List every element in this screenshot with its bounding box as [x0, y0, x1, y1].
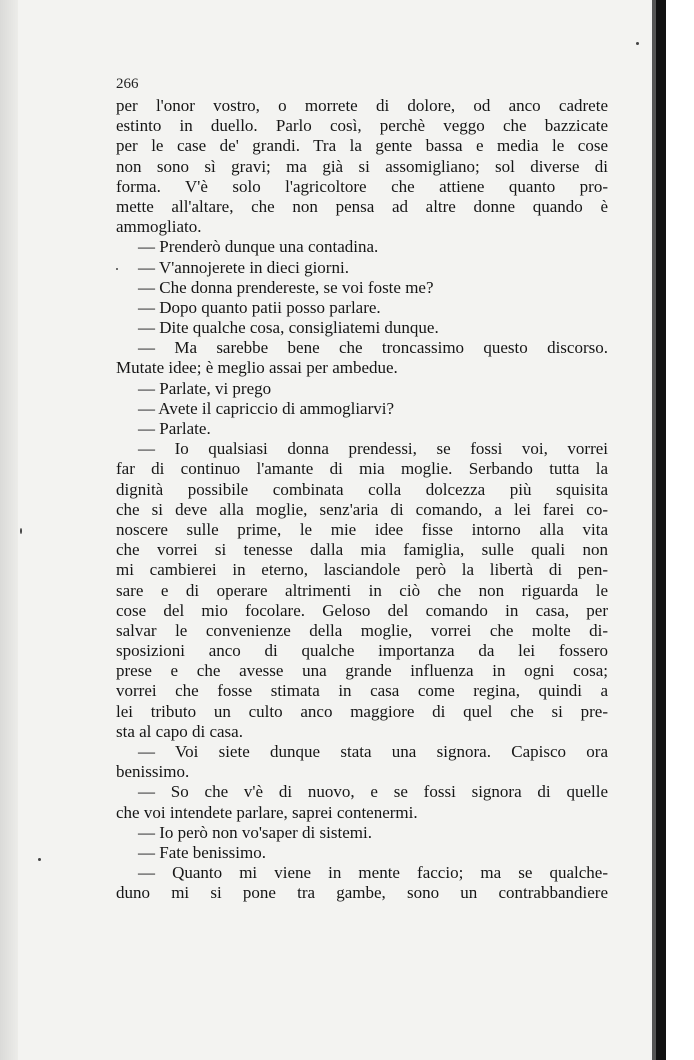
text-line: duno mi si pone tra gambe, sono un contrabbandiere	[116, 883, 608, 903]
text-line: Mutate idee; è meglio assai per ambedue.	[116, 358, 398, 378]
scan-speck	[38, 858, 41, 861]
text-line: non sono sì gravi; ma già si assomigliano; sol diverse di	[116, 156, 608, 176]
scan-speck	[636, 42, 639, 45]
text-line: sposizioni anco di qualche importanza da lei fossero	[116, 641, 608, 661]
text-line: noscere sulle prime, le mie idee fisse intorno alla vita	[116, 519, 608, 539]
body-text	[116, 96, 608, 904]
text-line: — Voi siete dunque stata una signora. Capisco ora	[138, 742, 608, 761]
scan-speck	[20, 528, 22, 534]
text-line: — Prenderò dunque una contadina.	[138, 237, 379, 257]
text-line: — So che v'è di nuovo, e se fossi signora di quelle	[138, 782, 608, 802]
text-line: — Io qualsiasi donna prendessi, se fossi voi, vorrei	[138, 439, 608, 459]
text-line: sare e di operare altrimenti in ciò che non riguarda le	[116, 580, 608, 600]
text-line: che si deve alla moglie, senz'aria di comando, a lei farei co-	[116, 499, 608, 519]
text-line: estinto in duello. Parlo così, perchè veggo che bazzicate	[116, 116, 608, 136]
text-line: per le case de' grandi. Tra la gente bassa e media le cose	[116, 136, 608, 156]
text-line: — V'annojerete in dieci giorni.	[138, 257, 349, 277]
text-line: — Fate benissimo.	[138, 842, 266, 862]
text-line: far di continuo l'amante di mia moglie. Serbando tutta la	[116, 459, 608, 479]
text-line: prese e che avesse una grande influenza in ogni cosa;	[116, 661, 608, 681]
text-line: — Ma sarebbe bene che troncassimo questo discorso.	[138, 338, 608, 358]
text-line: — Parlate.	[138, 419, 211, 438]
page-gutter-shadow	[0, 0, 18, 1060]
text-line: sta al capo di casa.	[116, 721, 243, 741]
text-line: — Quanto mi viene in mente faccio; ma se qualche-	[138, 863, 608, 883]
text-line: — Che donna prendereste, se voi foste me?	[138, 277, 434, 297]
text-line: mette all'altare, che non pensa ad altre donne quando è	[116, 196, 608, 216]
text-line: forma. V'è solo l'agricoltore che attiene quanto pro-	[116, 176, 608, 196]
text-line: che voi intendete parlare, saprei contenermi.	[116, 802, 418, 822]
text-line: — Dopo quanto patii posso parlare.	[138, 297, 381, 317]
text-line: salvar le convenienze della moglie, vorrei che molte di-	[116, 620, 608, 640]
text-line: — Avete il capriccio di ammogliarvi?	[138, 398, 395, 418]
text-line: per l'onor vostro, o morrete di dolore, od anco cadrete	[116, 96, 608, 115]
text-line: cose del mio focolare. Geloso del comando in casa, per	[116, 600, 608, 620]
text-line: — Dite qualche cosa, consigliatemi dunque.	[138, 318, 439, 338]
text-line: benissimo.	[116, 762, 190, 782]
text-line: ammogliato.	[116, 217, 202, 237]
text-line: dignità possibile combinata colla dolcezza più squisita	[116, 479, 608, 499]
text-line: mi cambierei in eterno, lasciandole però la libertà di pen-	[116, 560, 608, 580]
page-binding-edge	[656, 0, 666, 1060]
text-line: che vorrei si tenesse dalla mia famiglia, sulle quali non	[116, 540, 608, 560]
text-line: vorrei che fosse stimata in casa come regina, quindi a	[116, 681, 608, 701]
text-line: lei tributo un culto anco maggiore di quel che si pre-	[116, 701, 608, 721]
page-number: 266	[116, 76, 139, 92]
text-line: — Parlate, vi prego	[138, 378, 272, 398]
text-line: — Io però non vo'saper di sistemi.	[138, 822, 372, 842]
